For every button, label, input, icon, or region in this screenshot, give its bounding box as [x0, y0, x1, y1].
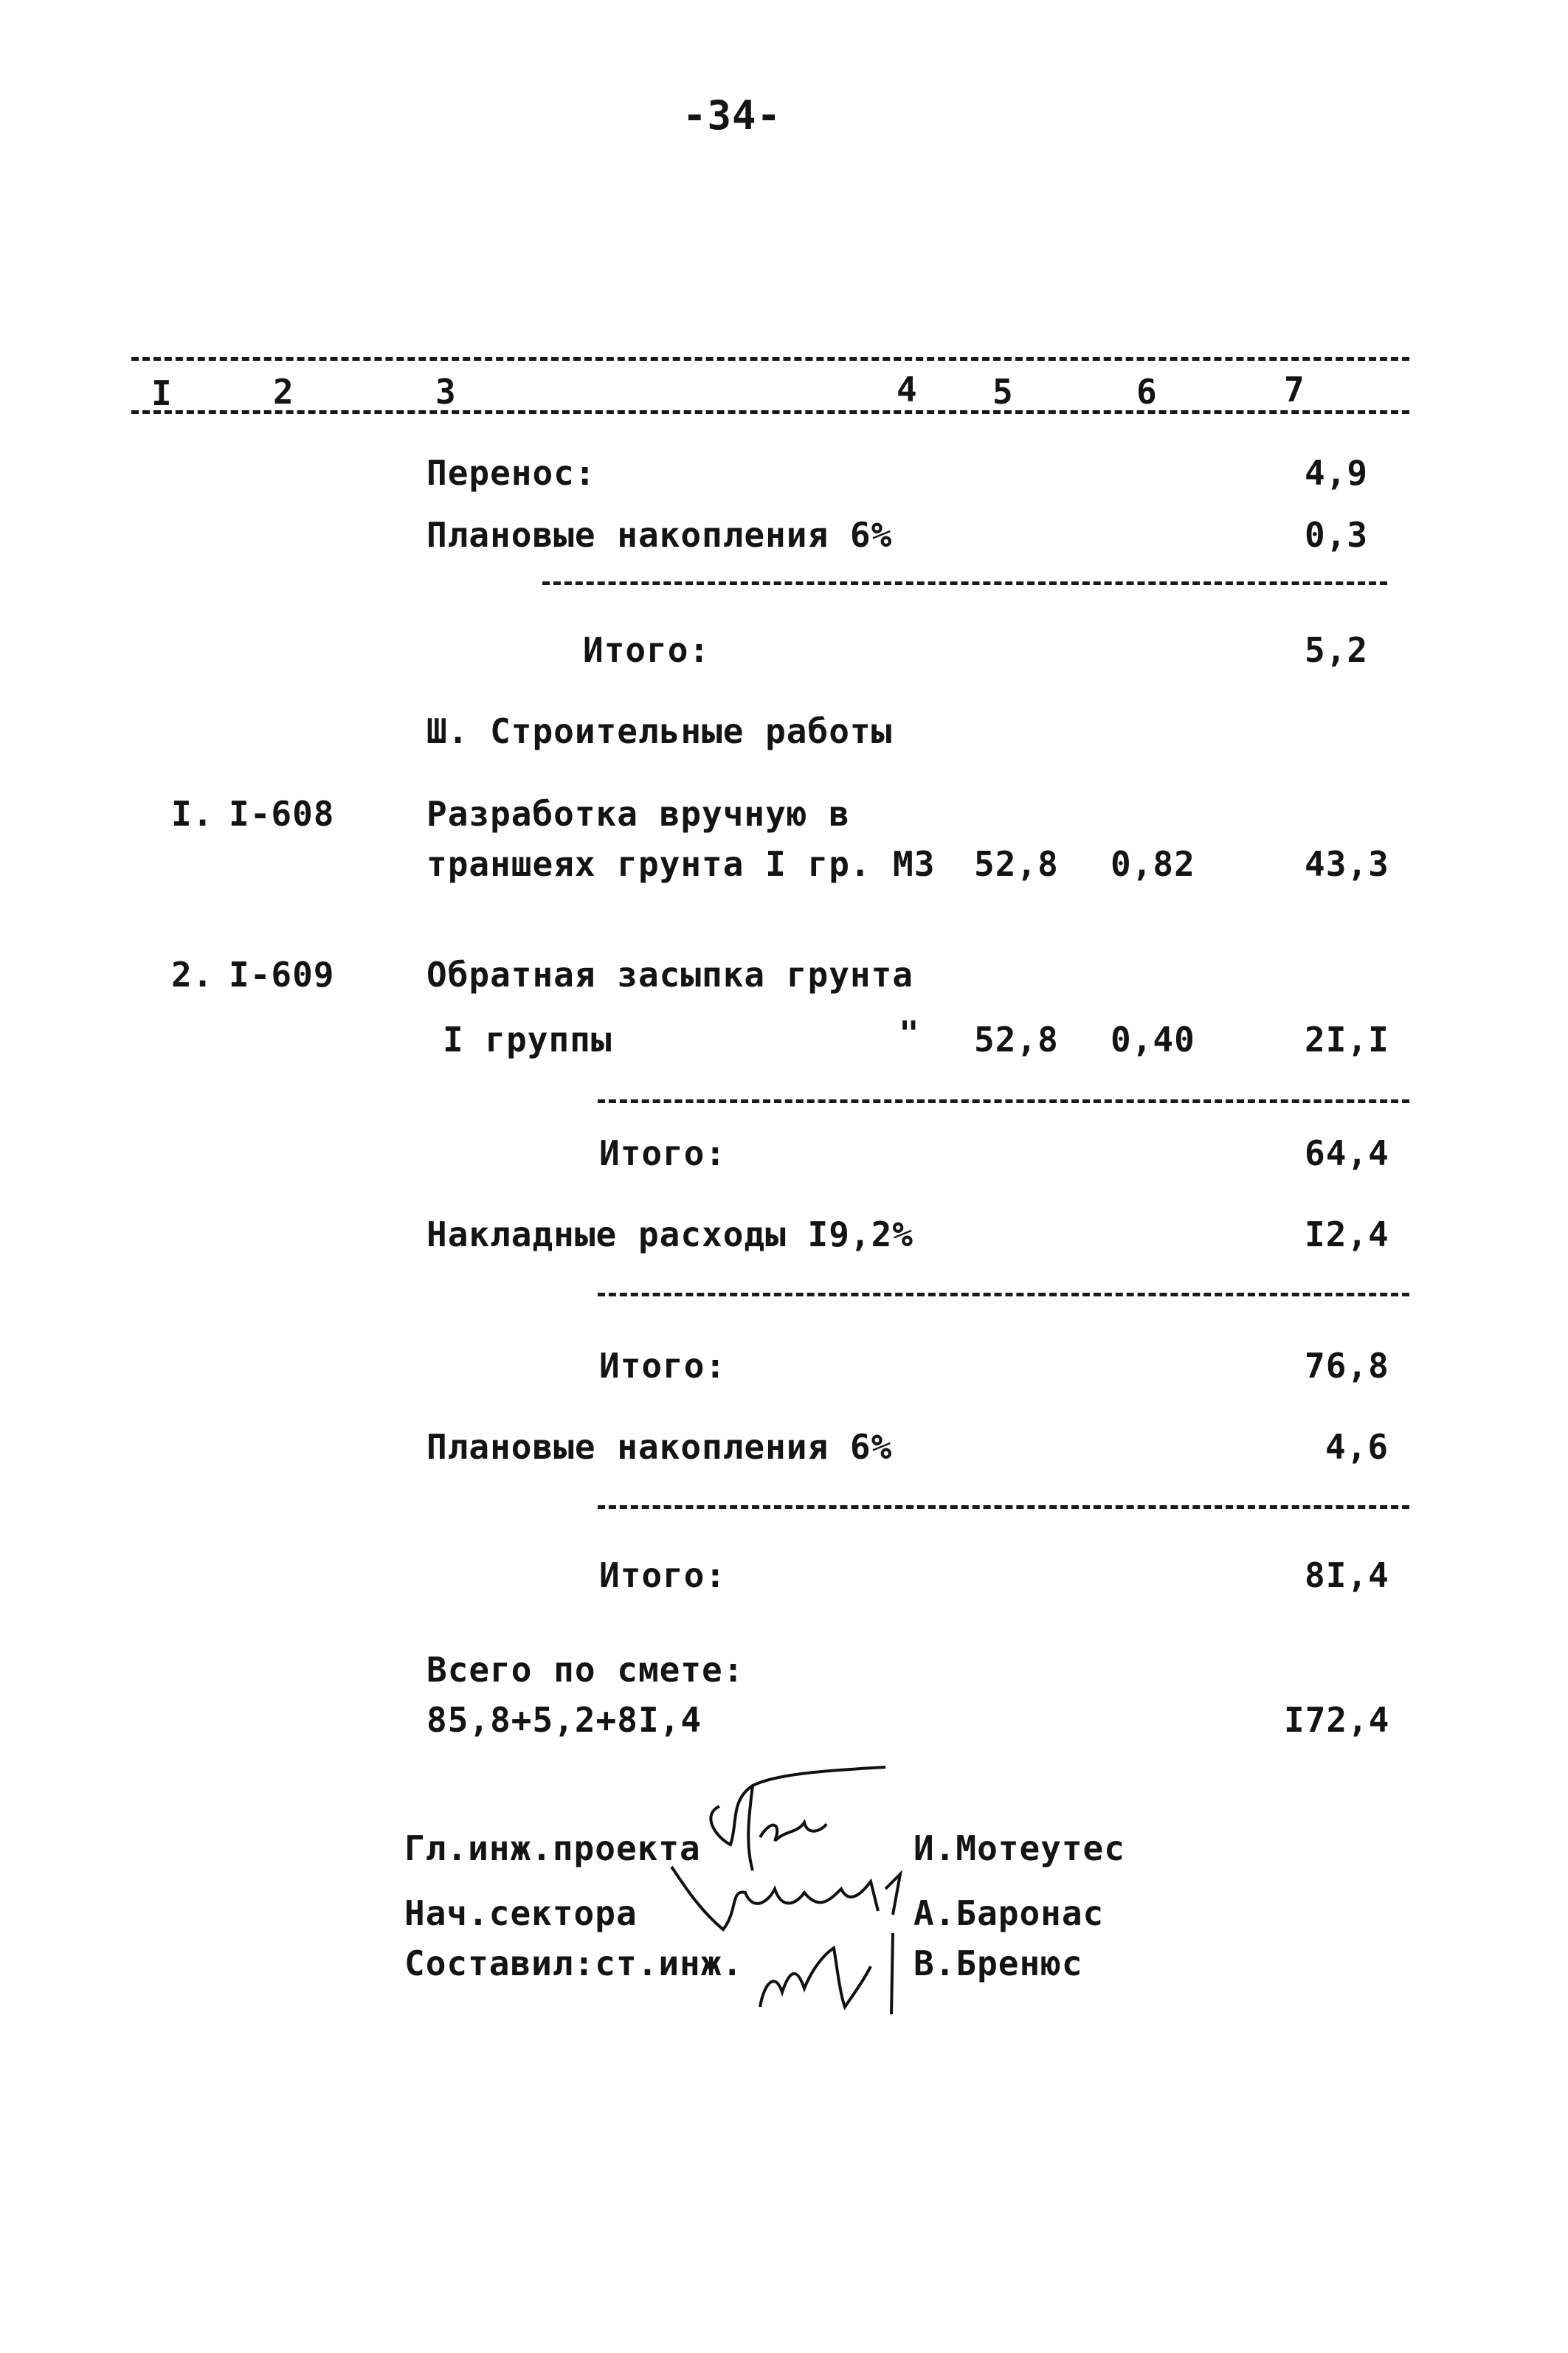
subtotal-4-value: 8I,4: [1305, 1555, 1389, 1595]
overhead-value: I2,4: [1305, 1214, 1389, 1254]
plan-savings-2-value: 4,6: [1325, 1427, 1389, 1467]
rule-4: [598, 1505, 1409, 1509]
signatory-3-name: В.Бренюс: [913, 1943, 1083, 1983]
item-1-price: 0,82: [1111, 844, 1195, 884]
carry-label: Перенос:: [426, 453, 596, 493]
signatory-3-role: Составил:ст.инж.: [404, 1943, 744, 1983]
column-header-1: I: [151, 373, 173, 413]
signature-3: [753, 1926, 900, 2022]
subtotal-3-value: 76,8: [1305, 1346, 1389, 1386]
subtotal-1-value: 5,2: [1305, 630, 1369, 670]
item-1-number: I.: [171, 794, 214, 834]
header-top-rule: [131, 357, 1409, 361]
item-1-description-line2: траншеях грунта I гр.: [426, 844, 871, 884]
column-header-3: 3: [435, 372, 457, 412]
grand-total-formula: 85,8+5,2+8I,4: [426, 1700, 702, 1740]
subtotal-2-label: Итого:: [599, 1133, 727, 1173]
section-title: Ш. Строительные работы: [426, 711, 893, 751]
column-header-7: 7: [1284, 370, 1305, 410]
item-2-description-line1: Обратная засыпка грунта: [426, 955, 913, 995]
item-2-number: 2.: [171, 955, 214, 995]
item-1-total: 43,3: [1305, 844, 1389, 884]
plan-savings-1-value: 0,3: [1305, 515, 1369, 555]
item-1-unit: М3: [893, 844, 936, 884]
subtotal-4-label: Итого:: [599, 1555, 727, 1595]
item-2-price: 0,40: [1111, 1020, 1195, 1060]
signatory-1-name: И.Мотеутес: [913, 1828, 1125, 1868]
column-header-4: 4: [897, 370, 918, 410]
carry-value: 4,9: [1305, 453, 1369, 493]
overhead-label: Накладные расходы I9,2%: [426, 1214, 913, 1254]
signatory-1-role: Гл.инж.проекта: [404, 1828, 701, 1868]
page-number: -34-: [683, 92, 782, 139]
column-header-2: 2: [273, 372, 294, 412]
plan-savings-2-label: Плановые накопления 6%: [426, 1427, 893, 1467]
signatory-2-name: А.Баронас: [913, 1893, 1105, 1933]
subtotal-1-label: Итого:: [583, 630, 711, 670]
rule-2: [598, 1099, 1409, 1103]
subtotal-3-label: Итого:: [599, 1346, 727, 1386]
item-1-description-line1: Разработка вручную в: [426, 794, 850, 834]
item-2-quantity: 52,8: [974, 1020, 1059, 1060]
column-header-5: 5: [992, 372, 1014, 412]
signatory-2-role: Нач.сектора: [404, 1893, 638, 1933]
plan-savings-1-label: Плановые накопления 6%: [426, 515, 893, 555]
subtotal-2-value: 64,4: [1305, 1133, 1389, 1173]
header-bottom-rule: [131, 410, 1409, 414]
rule-3: [598, 1293, 1409, 1296]
item-1-quantity: 52,8: [974, 844, 1059, 884]
rule-1: [542, 581, 1387, 585]
item-2-description-line2: I группы: [443, 1020, 612, 1060]
item-1-code: I-608: [229, 794, 335, 834]
item-2-total: 2I,I: [1305, 1020, 1389, 1060]
grand-total-label: Всего по смете:: [426, 1650, 745, 1690]
column-header-6: 6: [1136, 372, 1158, 412]
grand-total-value: I72,4: [1284, 1700, 1390, 1740]
item-2-code: I-609: [229, 955, 335, 995]
item-2-unit: ": [899, 1014, 920, 1054]
